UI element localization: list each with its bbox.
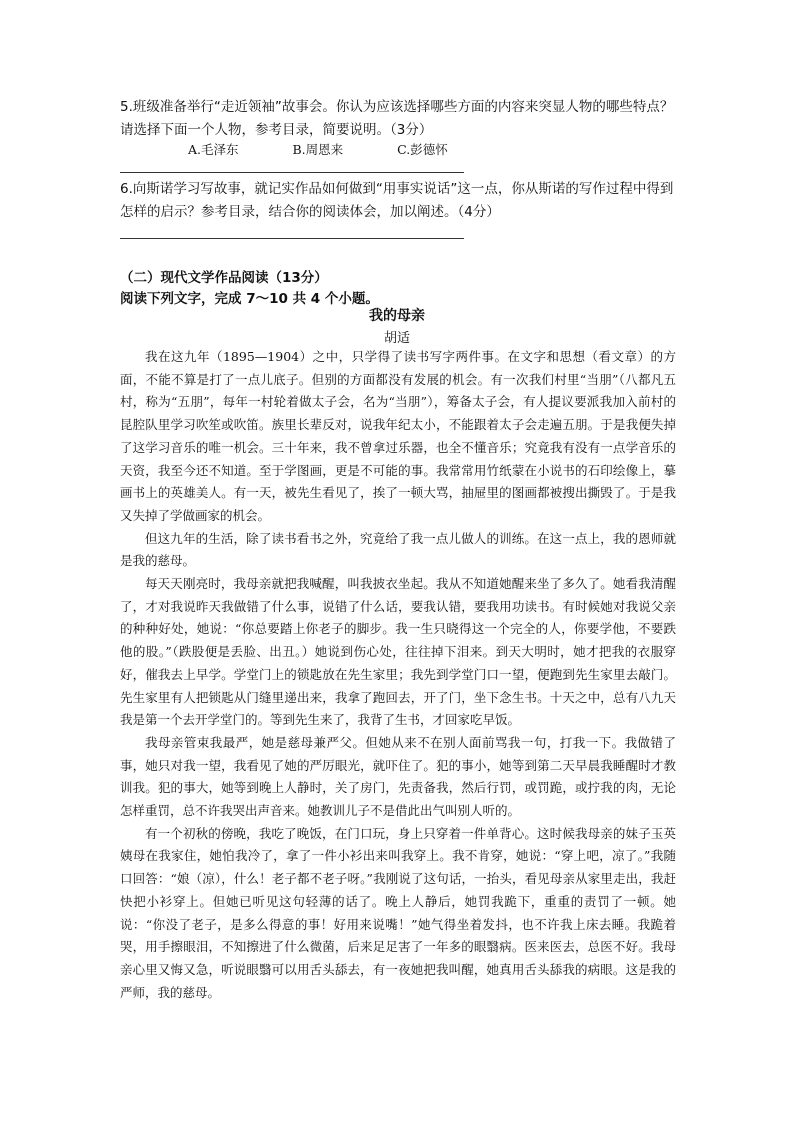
answer-line-5 [120, 172, 464, 173]
answer-line-6 [120, 238, 464, 239]
article-paragraph: 每天天刚亮时，我母亲就把我喊醒，叫我披衣坐起。我从不知道她醒来坐了多久了。她看我清醒了，才对我说昨天我做错了什么事，说错了什么话，要我认错，要我用功读书。有时候她对我说父亲的种种好处，她说：“你总要踏上你老子的脚步。我一生只晓得这一个完全的人，你要学他，不要跌他的股。”（跌股便是丢脸、出丑。）她说到伤心处，往往掉下泪来。到天大明时，她才把我的衣服穿好，催我去上早学。学堂门上的锁匙放在先生家里；我先到学堂门口一望，便跑到先生家里去敲门。先生家里有人把锁匙从门缝里递出来，我拿了跑回去，开了门，坐下念生书。十天之中，总有八九天我是第一个去开学堂门的。等到先生来了，我背了生书，才回家吃早饭。 [120, 576, 676, 728]
question-5-options [188, 140, 498, 158]
article-paragraph: 我母亲管束我最严，她是慈母兼严父。但她从来不在别人面前骂我一句，打我一下。我做错了事，她只对我一望，我看见了她的严厉眼光，就吓住了。犯的事小，她等到第二天早晨我睡醒时才教训我。犯的事大，她等到晚上人静时，关了房门，先责备我，然后行罚，或罚跪，或拧我的肉，无论怎样重罚，总不许我哭出声音来。她教训儿子不是借此出气叫别人听的。 [120, 734, 676, 819]
question-5 [120, 96, 680, 142]
question-6 [120, 178, 680, 224]
article-paragraph: 有一个初秋的傍晚，我吃了晚饭，在门口玩，身上只穿着一件单背心。这时候我母亲的妹子玉英姨母在我家住，她怕我冷了，拿了一件小衫出来叫我穿上。我不肯穿，她说：“穿上吧，凉了。”我随口回答：“娘（凉），什么！老子都不老子呀。”我刚说了这句话，一抬头，看见母亲从家里走出，我赶快把小衫穿上。但她已听见这句轻薄的话了。晚上人静后，她罚我跪下，重重的责罚了一顿。她说：“你没了老子，是多么得意的事！好用来说嘴！”她气得坐着发抖，也不许我上床去睡。我跪着哭，用手擦眼泪，不知擦进了什么微菌，后来足足害了一年多的眼翳病。医来医去，总医不好。我母亲心里又悔又急，听说眼翳可以用舌头舔去，有一夜她把我叫醒，她真用舌头舔我的病眼。这是我的严师，我的慈母。 [120, 825, 676, 1000]
article-paragraph: 但这九年的生活，除了读书看书之外，究竟给了我一点儿做人的训练。在这一点上，我的恩师就是我的慈母。 [120, 530, 676, 569]
section-title: （二）现代文学作品阅读（13分） [120, 270, 328, 286]
article-title: 我的母亲 [369, 308, 425, 324]
section-instruction: 阅读下列文字，完成 7～10 共 4 个小题。 [120, 291, 379, 307]
question-5-text: 5.班级准备举行“走近领袖”故事会。你认为应该选择哪些方面的内容来突显人物的哪些特点？请选择下面一个人物，参考目录，简要说明。（3分） [120, 99, 674, 138]
article-body [120, 346, 676, 1004]
question-6-text: 6.向斯诺学习写故事，就记实作品如何做到“用事实说话”这一点，你从斯诺的写作过程中得到怎样的启示？参考目录，结合你的阅读体会，加以阐述。（4分） [120, 181, 674, 220]
article-author: 胡适 [383, 331, 410, 346]
option-c: C.彭德怀 [397, 142, 448, 157]
option-b: B.周恩来 [292, 142, 344, 157]
article-paragraph: 我在这九年（1895—1904）之中，只学得了读书写字两件事。在文字和思想（看文章）的方面，不能不算是打了一点儿底子。但别的方面都没有发展的机会。有一次我们村里“当朋”（八都凡五村，称为“五朋”，每年一村轮着做太子会，名为“当朋”），筹备太子会，有人提议要派我加入前村的昆腔队里学习吹笙或吹笛。族里长辈反对，说我年纪太小，不能跟着太子会走遍五朋。于是我便失掉了这学习音乐的唯一机会。三十年来，我不曾拿过乐器，也全不懂音乐；究竟我有没有一点学音乐的天资，我至今还不知道。至于学图画，更是不可能的事。我常常用竹纸蒙在小说书的石印绘像上，摹画书上的英雄美人。有一天，被先生看见了，挨了一顿大骂，抽屉里的图画都被搜出撕毁了。于是我又失掉了学做画家的机会。 [120, 349, 676, 523]
option-a: A.毛泽东 [188, 142, 239, 157]
